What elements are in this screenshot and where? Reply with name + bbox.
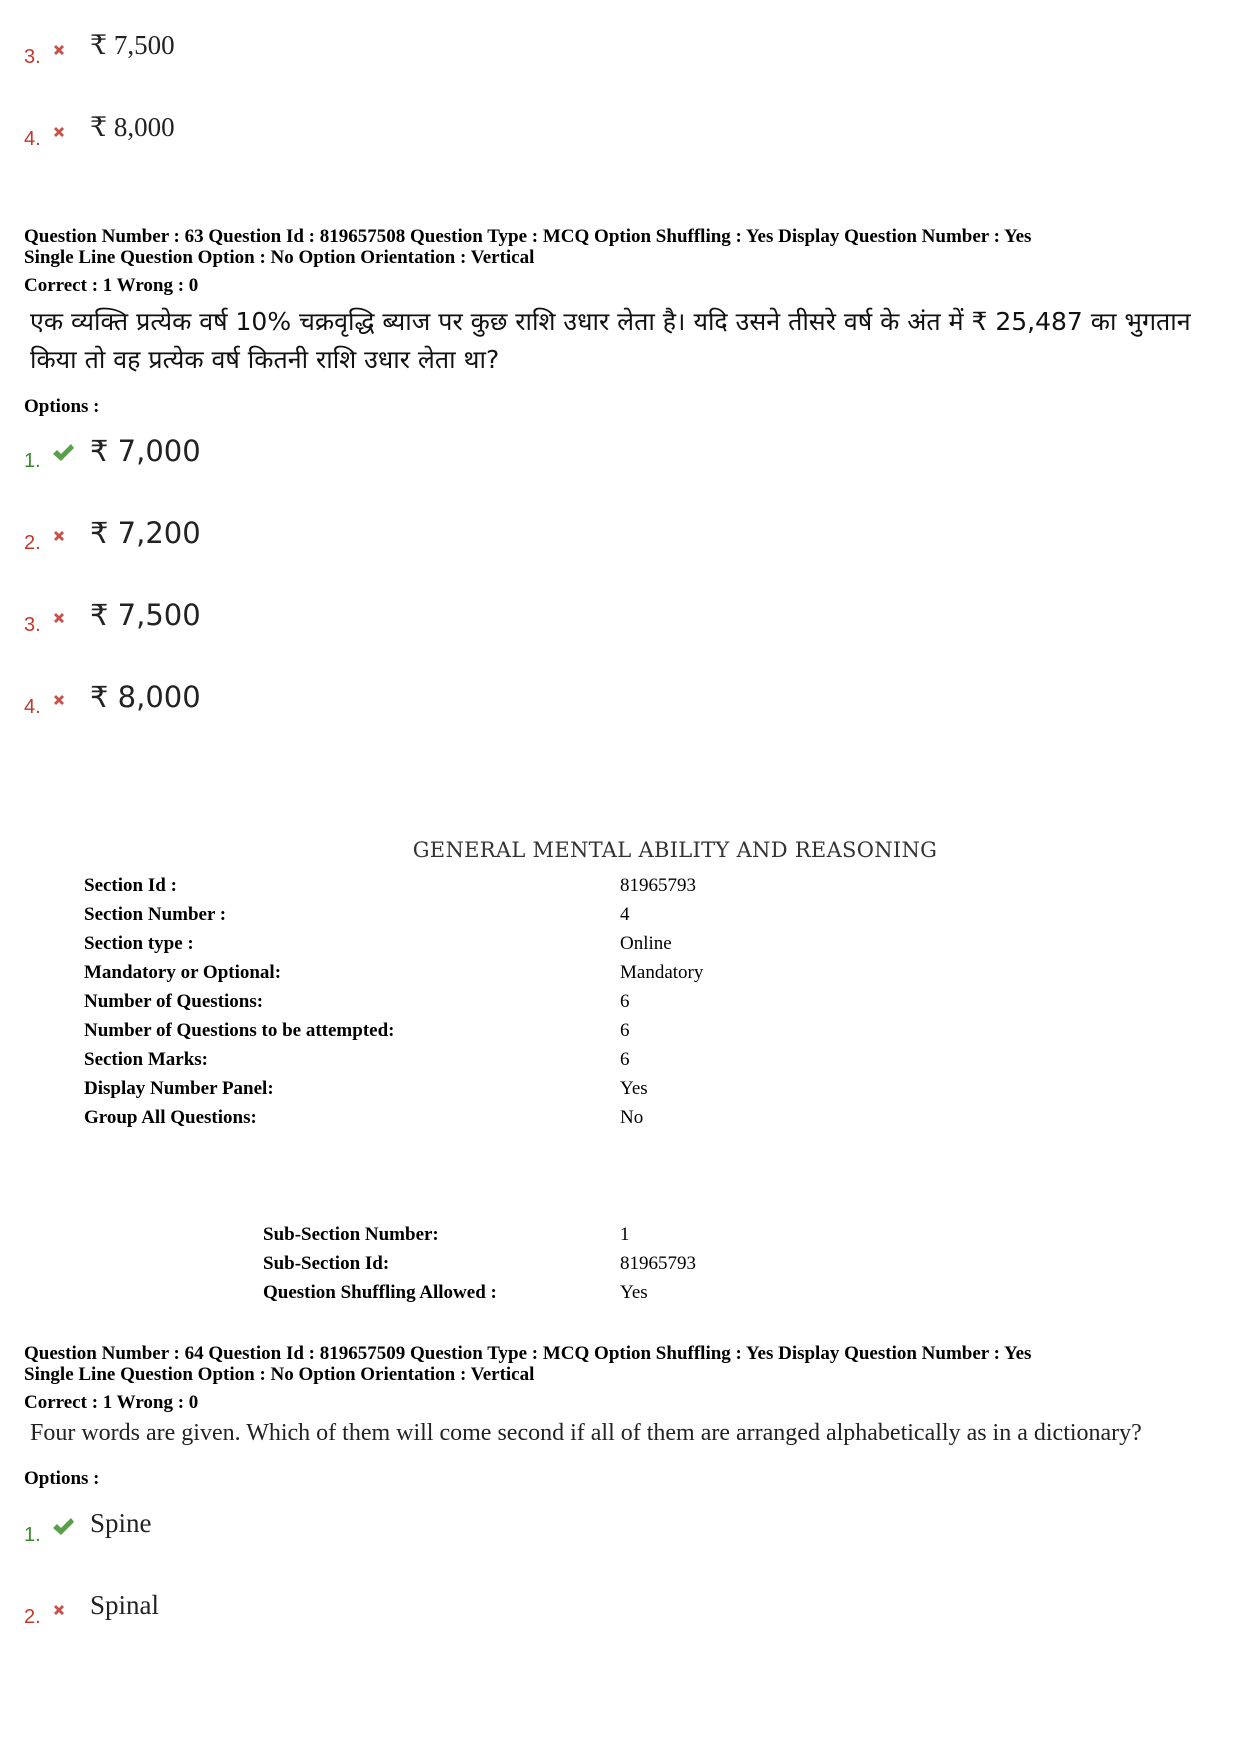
option-text: ₹ 8,000: [90, 680, 201, 714]
cross-icon: [51, 610, 67, 631]
check-icon: [51, 1516, 75, 1543]
row-key: Question Shuffling Allowed :: [263, 1282, 497, 1303]
section-title: GENERAL MENTAL ABILITY AND REASONING: [412, 838, 938, 862]
row-value: Yes: [620, 1078, 648, 1099]
option-text: ₹ 7,500: [90, 598, 201, 632]
option-number: 3.: [24, 46, 41, 68]
cross-icon: [51, 692, 67, 713]
row-key: Section type :: [84, 933, 194, 954]
row-key: Section Id :: [84, 875, 177, 896]
options-label: Options :: [24, 396, 100, 417]
row-key: Display Number Panel:: [84, 1078, 274, 1099]
cross-icon: [51, 42, 67, 63]
question-meta-line2: Single Line Question Option : No Option Orientation : Vertical: [24, 1364, 535, 1385]
cross-icon: [51, 528, 67, 549]
option-text: ₹ 7,500: [90, 30, 175, 60]
option-number: 2.: [24, 532, 41, 554]
question-meta-line1: Question Number : 64 Question Id : 819657509 Question Type : MCQ Option Shuffling : Yes Display Question Number : Yes: [24, 1343, 1032, 1364]
row-value: 6: [620, 991, 630, 1012]
row-key: Section Marks:: [84, 1049, 209, 1070]
option-number: 4.: [24, 696, 41, 718]
question-meta-line1: Question Number : 63 Question Id : 819657508 Question Type : MCQ Option Shuffling : Yes Display Question Number : Yes: [24, 226, 1032, 247]
row-value: Mandatory: [620, 962, 704, 983]
row-value: No: [620, 1107, 644, 1128]
cross-icon: [51, 124, 67, 145]
question-marks: Correct : 1 Wrong : 0: [24, 275, 199, 296]
option-text: Spinal: [90, 1590, 160, 1620]
option-text: ₹ 7,000: [90, 434, 201, 468]
row-value: 6: [620, 1049, 630, 1070]
row-value: Online: [620, 933, 672, 954]
question-marks: Correct : 1 Wrong : 0: [24, 1392, 199, 1413]
option-number: 4.: [24, 128, 41, 150]
option-text: ₹ 7,200: [90, 516, 201, 550]
row-key: Mandatory or Optional:: [84, 962, 282, 983]
row-key: Group All Questions:: [84, 1107, 257, 1128]
question-text: Four words are given. Which of them will come second if all of them are arranged alphabetically as in a dictionary?: [30, 1420, 1142, 1446]
row-value: 81965793: [620, 1253, 696, 1274]
row-value: Yes: [620, 1282, 648, 1303]
cross-icon: [51, 1602, 67, 1623]
row-key: Number of Questions to be attempted:: [84, 1020, 395, 1041]
row-value: 4: [620, 904, 630, 925]
row-key: Sub-Section Id:: [263, 1253, 390, 1274]
option-number: 3.: [24, 614, 41, 636]
question-meta-line2: Single Line Question Option : No Option Orientation : Vertical: [24, 247, 535, 268]
row-value: 6: [620, 1020, 630, 1041]
row-key: Number of Questions:: [84, 991, 264, 1012]
row-value: 1: [620, 1224, 630, 1245]
row-key: Sub-Section Number:: [263, 1224, 439, 1245]
options-label: Options :: [24, 1468, 100, 1489]
check-icon: [51, 442, 75, 469]
option-text: Spine: [90, 1508, 152, 1538]
option-number: 2.: [24, 1606, 41, 1628]
option-text: ₹ 8,000: [90, 112, 175, 142]
row-key: Section Number :: [84, 904, 227, 925]
row-value: 81965793: [620, 875, 696, 896]
question-text: एक व्यक्ति प्रत्येक वर्ष 10% चक्रवृद्धि ब्याज पर कुछ राशि उधार लेता है। यदि उसने तीसरे वर्ष के अंत में ₹ 25,487 का भुगतान किया तो वह प्रत्येक वर्ष कितनी राशि उधार लेता था?: [30, 307, 1191, 374]
option-number: 1.: [24, 1524, 41, 1546]
option-number: 1.: [24, 450, 41, 472]
